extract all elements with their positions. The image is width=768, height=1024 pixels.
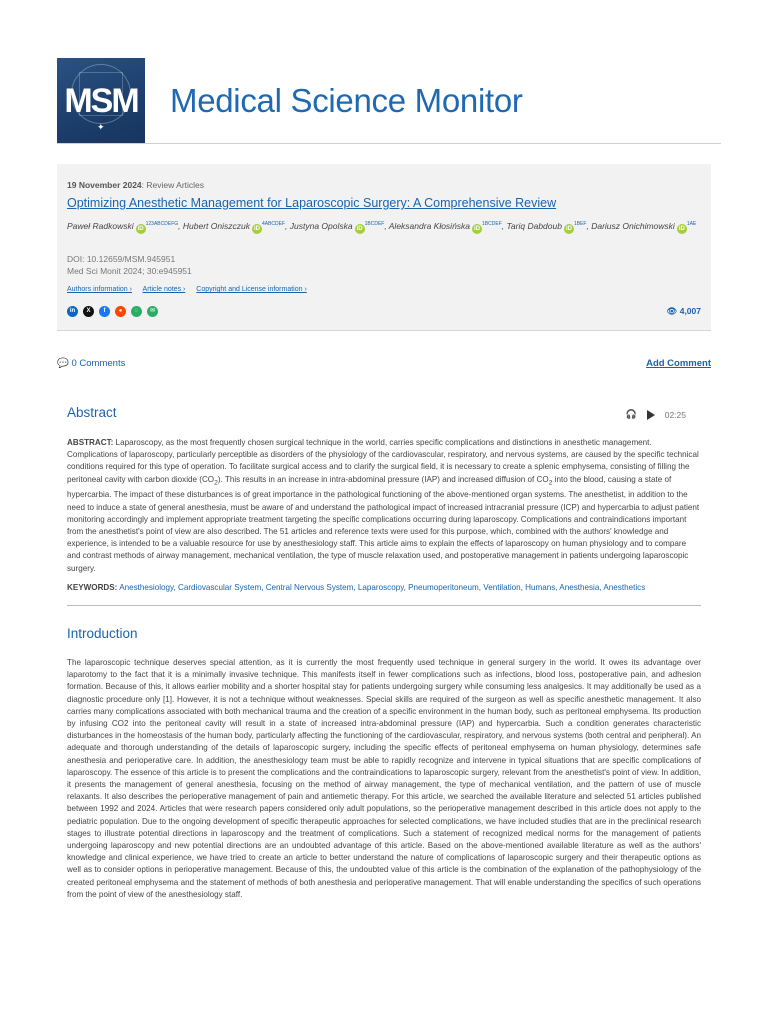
orcid-icon[interactable]: iD <box>678 226 685 232</box>
wechat-icon[interactable]: ◌ <box>131 306 142 317</box>
article-notes-link[interactable]: Article notes › <box>142 286 186 293</box>
authors-information-link[interactable]: Authors information › <box>67 286 132 293</box>
orcid-icon[interactable]: iD <box>565 226 572 232</box>
article-doi: DOI: 10.12659/MSM.945951 <box>67 254 176 264</box>
headphones-icon[interactable]: 🎧 <box>625 409 637 419</box>
author-name[interactable]: Hubert Oniszczuk <box>182 221 250 231</box>
author-name[interactable]: Paweł Radkowski <box>67 221 134 231</box>
author-contribution: 1AE <box>686 221 697 227</box>
logo-text: MSM <box>64 82 138 120</box>
introduction-heading: Introduction <box>67 626 138 641</box>
comments-count: 0 Comments <box>71 358 126 369</box>
journal-name[interactable]: Medical Science Monitor <box>170 82 523 119</box>
add-comment-button[interactable]: Add Comment <box>646 358 711 369</box>
msm-logo[interactable] <box>57 58 145 143</box>
facebook-icon[interactable]: f <box>99 306 110 317</box>
author-contribution: 123ABCDEFG <box>145 221 179 227</box>
audio-duration: 02:25 <box>664 409 686 420</box>
orcid-icon[interactable]: iD <box>137 226 144 232</box>
author-contribution: 4ABCDEF <box>261 221 286 227</box>
article-category: : Review Articles <box>141 180 205 190</box>
publication-date: 19 November 2024 <box>67 180 142 190</box>
abstract-text-3: into the blood, causing a state of hypercarbia. The impact of these disturbances is of great importance in the pathological functioning of the above-mentioned organ systems. The anesthetist, in addition to the need to induce a state of general anesthesia, must be aware of and understand the pathological impact of increased intracranial pressure (ICP) and hypercarbia to adjust patient monitoring accordingly and implement appropriate treatment targeting the specific complications occurring during laparoscopy. Complications and contraindications important from the anesthetist's point of view are also described. The 51 articles and reference texts were used for this purpose, which, combined with the authors' knowledge and experience, is intended to be a valuable resource for use by anesthesiology staff. This article aims to explain the effects of laparoscopy on human physiology and to compare and contrast methods of airway management, mechanical ventilation, the type of muscle relaxation used, and postoperative management in patients undergoing laparoscopic surgery. <box>67 474 700 573</box>
orcid-icon[interactable]: iD <box>356 226 363 232</box>
author-name[interactable]: Dariusz Onichimowski <box>591 221 675 231</box>
abstract-text-1: Laparoscopy, as the most frequently chosen surgical technique in the world, carries specific complications and distinctions in anesthetic management. Complications of laparoscopy, particularly perceptible as disorders of the physiology of the cardiovascular, respiratory, and nervous systems, are caused by the specific technical conditions required for this type of operation. To facilitate surgical access and to clarify the surgical field, it is necessary to create a splenic emphysema, consisting of filling the peritoneal cavity with carbon dioxide (CO <box>67 438 699 484</box>
author-contribution: 1BEF <box>573 221 587 227</box>
publication-date-line <box>67 180 204 190</box>
logo-ornament-icon: ✦ <box>97 122 105 132</box>
article-citation: Med Sci Monit 2024; 30:e945951 <box>67 266 192 276</box>
author-name[interactable]: Justyna Opolska <box>289 221 353 231</box>
section-divider <box>67 605 701 606</box>
view-count-value: 4,007 <box>679 306 701 316</box>
abstract-text-2: ). This results in an increase in intra-abdominal pressure (IAP) and increased diffusion of CO <box>217 474 549 484</box>
author-name[interactable]: Tariq Dabdoub <box>506 221 562 231</box>
abstract-heading: Abstract <box>67 405 117 420</box>
comment-bubble-icon: 💬 <box>57 358 69 369</box>
share-buttons <box>67 306 158 317</box>
orcid-icon[interactable]: iD <box>253 226 260 232</box>
author-contribution: 1BCDEF <box>482 221 502 227</box>
play-icon[interactable] <box>647 410 655 420</box>
view-count <box>667 306 701 317</box>
linkedin-icon[interactable]: in <box>67 306 78 317</box>
keywords-list[interactable]: Anesthesiology, Cardiovascular System, Central Nervous System, Laparoscopy, Pneumoperitoneum, Ventilation, Humans, Anesthesia, Anesthetics <box>119 583 646 592</box>
introduction-body: The laparoscopic technique deserves special attention, as it is currently the most frequently used technique in general surgery in the world. It owes its advantage over laparotomy to the fact that it is a minimally invasive technique. This manifests itself in fewer complications such as infections, blood loss, postoperative pain, and adhesion formation. Because of this, it allows earlier mobility and a shorter hospital stay for patients undergoing surgery while consuming less analgesics. It may additionally be used as a diagnostic procedure only [1]. However, it is not a technique without weaknesses. Special skills are required of the surgeon as well as specific anesthetic management. It also carries many complications associated with both mechanical trauma and the creation of a specific environment in the human body, such as peritoneal emphysema. Its production by infusing CO2 into the peritoneal cavity will result in a state of increased intra-abdominal pressure (IAP) and hypercarbia. Such a condition generates characteristic disturbances in the homeostasis of the human body, particularly affecting the functioning of the cardiovascular, respiratory, and nervous systems (both central and peripheral). An adequate and thorough understanding of the details of laparoscopic surgery, including the specific effects of peritoneal emphysema on human physiology, determines safe anesthesia and perioperative care. In addition, the anesthesiology team must be able to rapidly recognize and intervene in typical situations that are specific complications of laparoscopy. The essence of this article is to present the complications and the contraindications to laparoscopic surgery, relevant from the anesthetist's point of view. In addition, it presents the management of general anesthesia, focusing on the method of airway management, the type of mechanical ventilation, and the pattern of use of muscle relaxants. It also describes the perioperative management of pain and antiemetic therapy. For this article, we searched the available literature and selected 51 articles published between 1992 and 2024. Articles that were research papers considered only adult populations, so the perioperative management described in this article does not apply to the pediatric population. Due to the ongoing development of specific therapeutic approaches for selected complications, we have included studies that are in the preclinical research stages to illustrate potential directions in laparoscopy and the treatment of complications. Such a statement of recognized medical norms for the management of patients undergoing laparoscopy and new potential directions are an undoubted advantage of this article. Based on the above-mentioned available literature as well as the authors' knowledge and clinical experience, we have tried to create an article to better understand the nature of complications of laparoscopic surgery and their therapeutic options as well as to consider options in perioperative management. Because of this, the undoubted value of this article is the combination of the explanation of the pathophysiology of the created peritoneal emphysema and the statement of methods of both anesthesia and perioperative management. That will enable understanding the specifics of such operations from the point of view of the anesthesiology staff. <box>67 658 701 899</box>
keywords-line <box>67 583 701 592</box>
x-icon[interactable]: X <box>83 306 94 317</box>
author-list: Paweł Radkowski $iD^{123ABCDEFG}$, Hubert Oniszczuk $iD^{4ABCDEF}$, Justyna Opolska $iD^{1BCDEF}$, Aleksandra Kłosińska $iD^{1BCDEF}$, Tariq Dabdoub $iD^{1BEF}$, Dariusz Onichimowski $iD^{1AE}$ <box>67 221 697 232</box>
article-info-box <box>57 164 711 331</box>
subscript-2: 2 <box>214 479 218 487</box>
article-info-links <box>67 286 316 293</box>
site-header <box>57 58 711 143</box>
eye-icon: 👁 <box>666 306 678 316</box>
author-name[interactable]: Aleksandra Kłosińska <box>388 221 471 231</box>
copyright-license-link[interactable]: Copyright and License information › <box>196 286 307 293</box>
author-contribution: 1BCDEF <box>364 221 385 227</box>
subscript-2: 2 <box>548 479 553 487</box>
email-icon[interactable]: ✉ <box>147 306 158 317</box>
header-divider <box>57 143 721 144</box>
abstract-label: ABSTRACT: <box>67 438 114 447</box>
article-title[interactable]: Optimizing Anesthetic Management for Laparoscopic Surgery: A Comprehensive Review <box>67 196 557 210</box>
reddit-icon[interactable]: ● <box>115 306 126 317</box>
keywords-label: KEYWORDS: <box>67 583 118 592</box>
abstract-body <box>67 437 701 575</box>
orcid-icon[interactable]: iD <box>474 226 481 232</box>
comments-link[interactable] <box>57 358 125 369</box>
audio-player <box>626 409 687 420</box>
